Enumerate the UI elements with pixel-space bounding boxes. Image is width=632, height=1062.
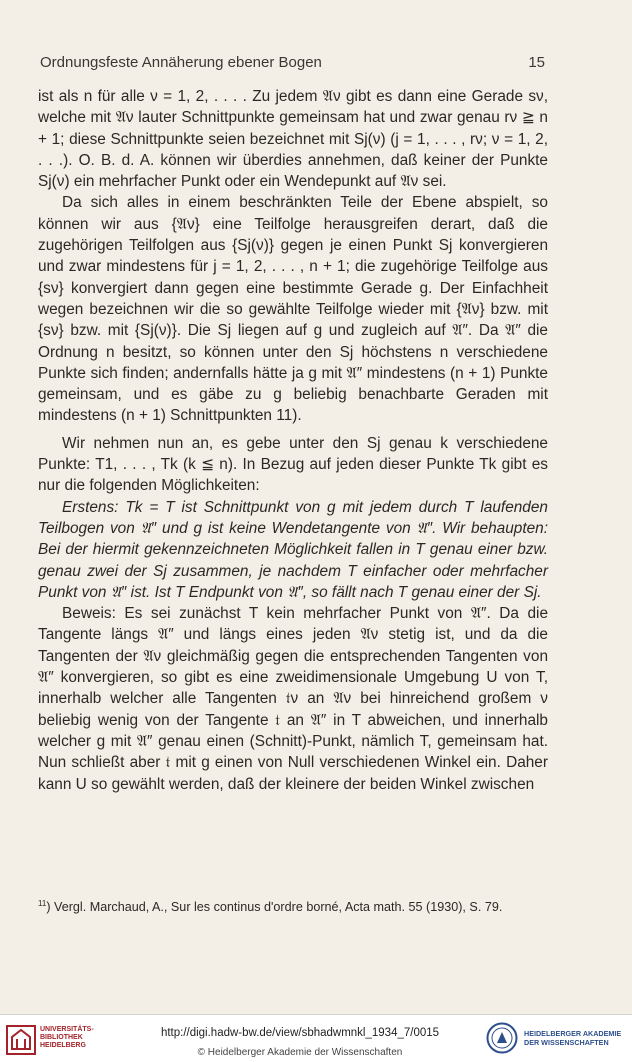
footnote xyxy=(38,895,548,916)
library-name: UNIVERSITÄTS- BIBLIOTHEK HEIDELBERG xyxy=(40,1026,94,1049)
page-number: 15 xyxy=(528,54,545,71)
copyright-notice: © Heidelberger Akademie der Wissenschaften xyxy=(197,1047,403,1058)
body-text xyxy=(38,86,548,795)
digitization-footer xyxy=(0,1014,632,1062)
paragraph-2: Da sich alles in einem beschränkten Teile der Ebene abspielt, so können wir aus {𝔄ν} eine Teilfolge herausgreifen derart, daß die zugehörigen Teilfolgen aus {Sj(ν)} gegen je einen Punkt Sj konvergieren und zwar mindestens für j = 1, 2, . . . , n + 1; die zugehörige Teilfolge aus {sν} konvergiert dann gegen eine bestimmte Gerade g. Der Einfachheit wegen bezeichnen wir die so gewählte Teilfolge wieder mit {𝔄ν} bzw. mit {sν} bzw. mit {Sj(ν)}. Die Sj liegen auf g und zugleich auf 𝔄″. Da 𝔄″ die Ordnung n besitzt, so können unter den Sj höchstens n verschiedene Punkte sich finden; andernfalls hätte ja g mit 𝔄″ mindestens (n + 1) Punkte gemeinsam, und es gäbe zu g beliebig benachbarte Geraden mit mindestens (n + 1) Schnittpunkten 11). xyxy=(38,194,548,425)
page-header xyxy=(40,54,545,78)
running-title: Ordnungsfeste Annäherung ebener Bogen xyxy=(40,54,322,71)
paragraph-3: Wir nehmen nun an, es gebe unter den Sj genau k verschiedene Punkte: T1, . . . , Tk (k ≦ n). In Bezug auf jeden dieser Punkte Tk gibt es nur die folgenden Möglichkeiten: xyxy=(38,434,548,495)
paragraph-1: ist als n für alle ν = 1, 2, . . . . Zu jedem 𝔄ν gibt es dann eine Gerade sν, welche mit 𝔄ν lauter Schnittpunkte gemeinsam hat und zwar genau rν ≧ n + 1; diese Schnittpunkte seien bezeichnet mit Sj(ν) (j = 1, . . . , rν; ν = 1, 2, . . .). O. B. d. A. können wir überdies annehmen, daß keiner der Punkte Sj(ν) ein mehrfacher Punkt oder ein Wendepunkt auf 𝔄ν sei. xyxy=(38,88,548,191)
academy-name: HEIDELBERGER AKADEMIE DER WISSENSCHAFTEN xyxy=(524,1029,622,1047)
library-logo-icon xyxy=(6,1025,36,1055)
footnote-number: 11 xyxy=(38,899,47,908)
footnote-text: ) Vergl. Marchaud, A., Sur les continus d'ordre borné, Acta math. 55 (1930), S. 79. xyxy=(46,900,503,915)
paragraph-4-theorem: Erstens: Tk = T ist Schnittpunkt von g mit jedem durch T laufenden Teilbogen von 𝔄″ und g ist keine Wendetangente von 𝔄″. Wir behaupten: Bei der hiermit gekennzeichneten Möglichkeit fallen in T genau einer bzw. genau zwei der Sj zusammen, je nachdem T einfacher oder mehrfacher Punkt von 𝔄″ ist. Ist T Endpunkt von 𝔄″, so fällt nach T genau einer der Sj. xyxy=(38,498,548,601)
source-url-link[interactable]: http://digi.hadw-bw.de/view/sbhadwmnkl_1934_7/0015 xyxy=(160,1027,440,1039)
paragraph-5-proof: Beweis: Es sei zunächst T kein mehrfacher Punkt von 𝔄″. Da die Tangente längs 𝔄″ und längs eines jeden 𝔄ν stetig ist, und da die Tangenten der 𝔄ν gleichmäßig gegen die entsprechenden Tangenten von 𝔄″ konvergieren, so gibt es eine zweidimensionale Umgebung U von T, innerhalb welcher alle Tangenten 𝔱ν an 𝔄ν bei hinreichend großem ν beliebig wenig von der Tangente 𝔱 an 𝔄″ in T abweichen, und innerhalb welcher g mit 𝔄″ genau einen (Schnitt)-Punkt, nämlich T, gemeinsam hat. Nun schließt aber 𝔱 mit g einen von Null verschiedenen Winkel ein. Daher kann U so gewählt werden, daß der kleinere der beiden Winkel zwischen xyxy=(38,605,548,793)
academy-seal-icon xyxy=(486,1022,518,1054)
